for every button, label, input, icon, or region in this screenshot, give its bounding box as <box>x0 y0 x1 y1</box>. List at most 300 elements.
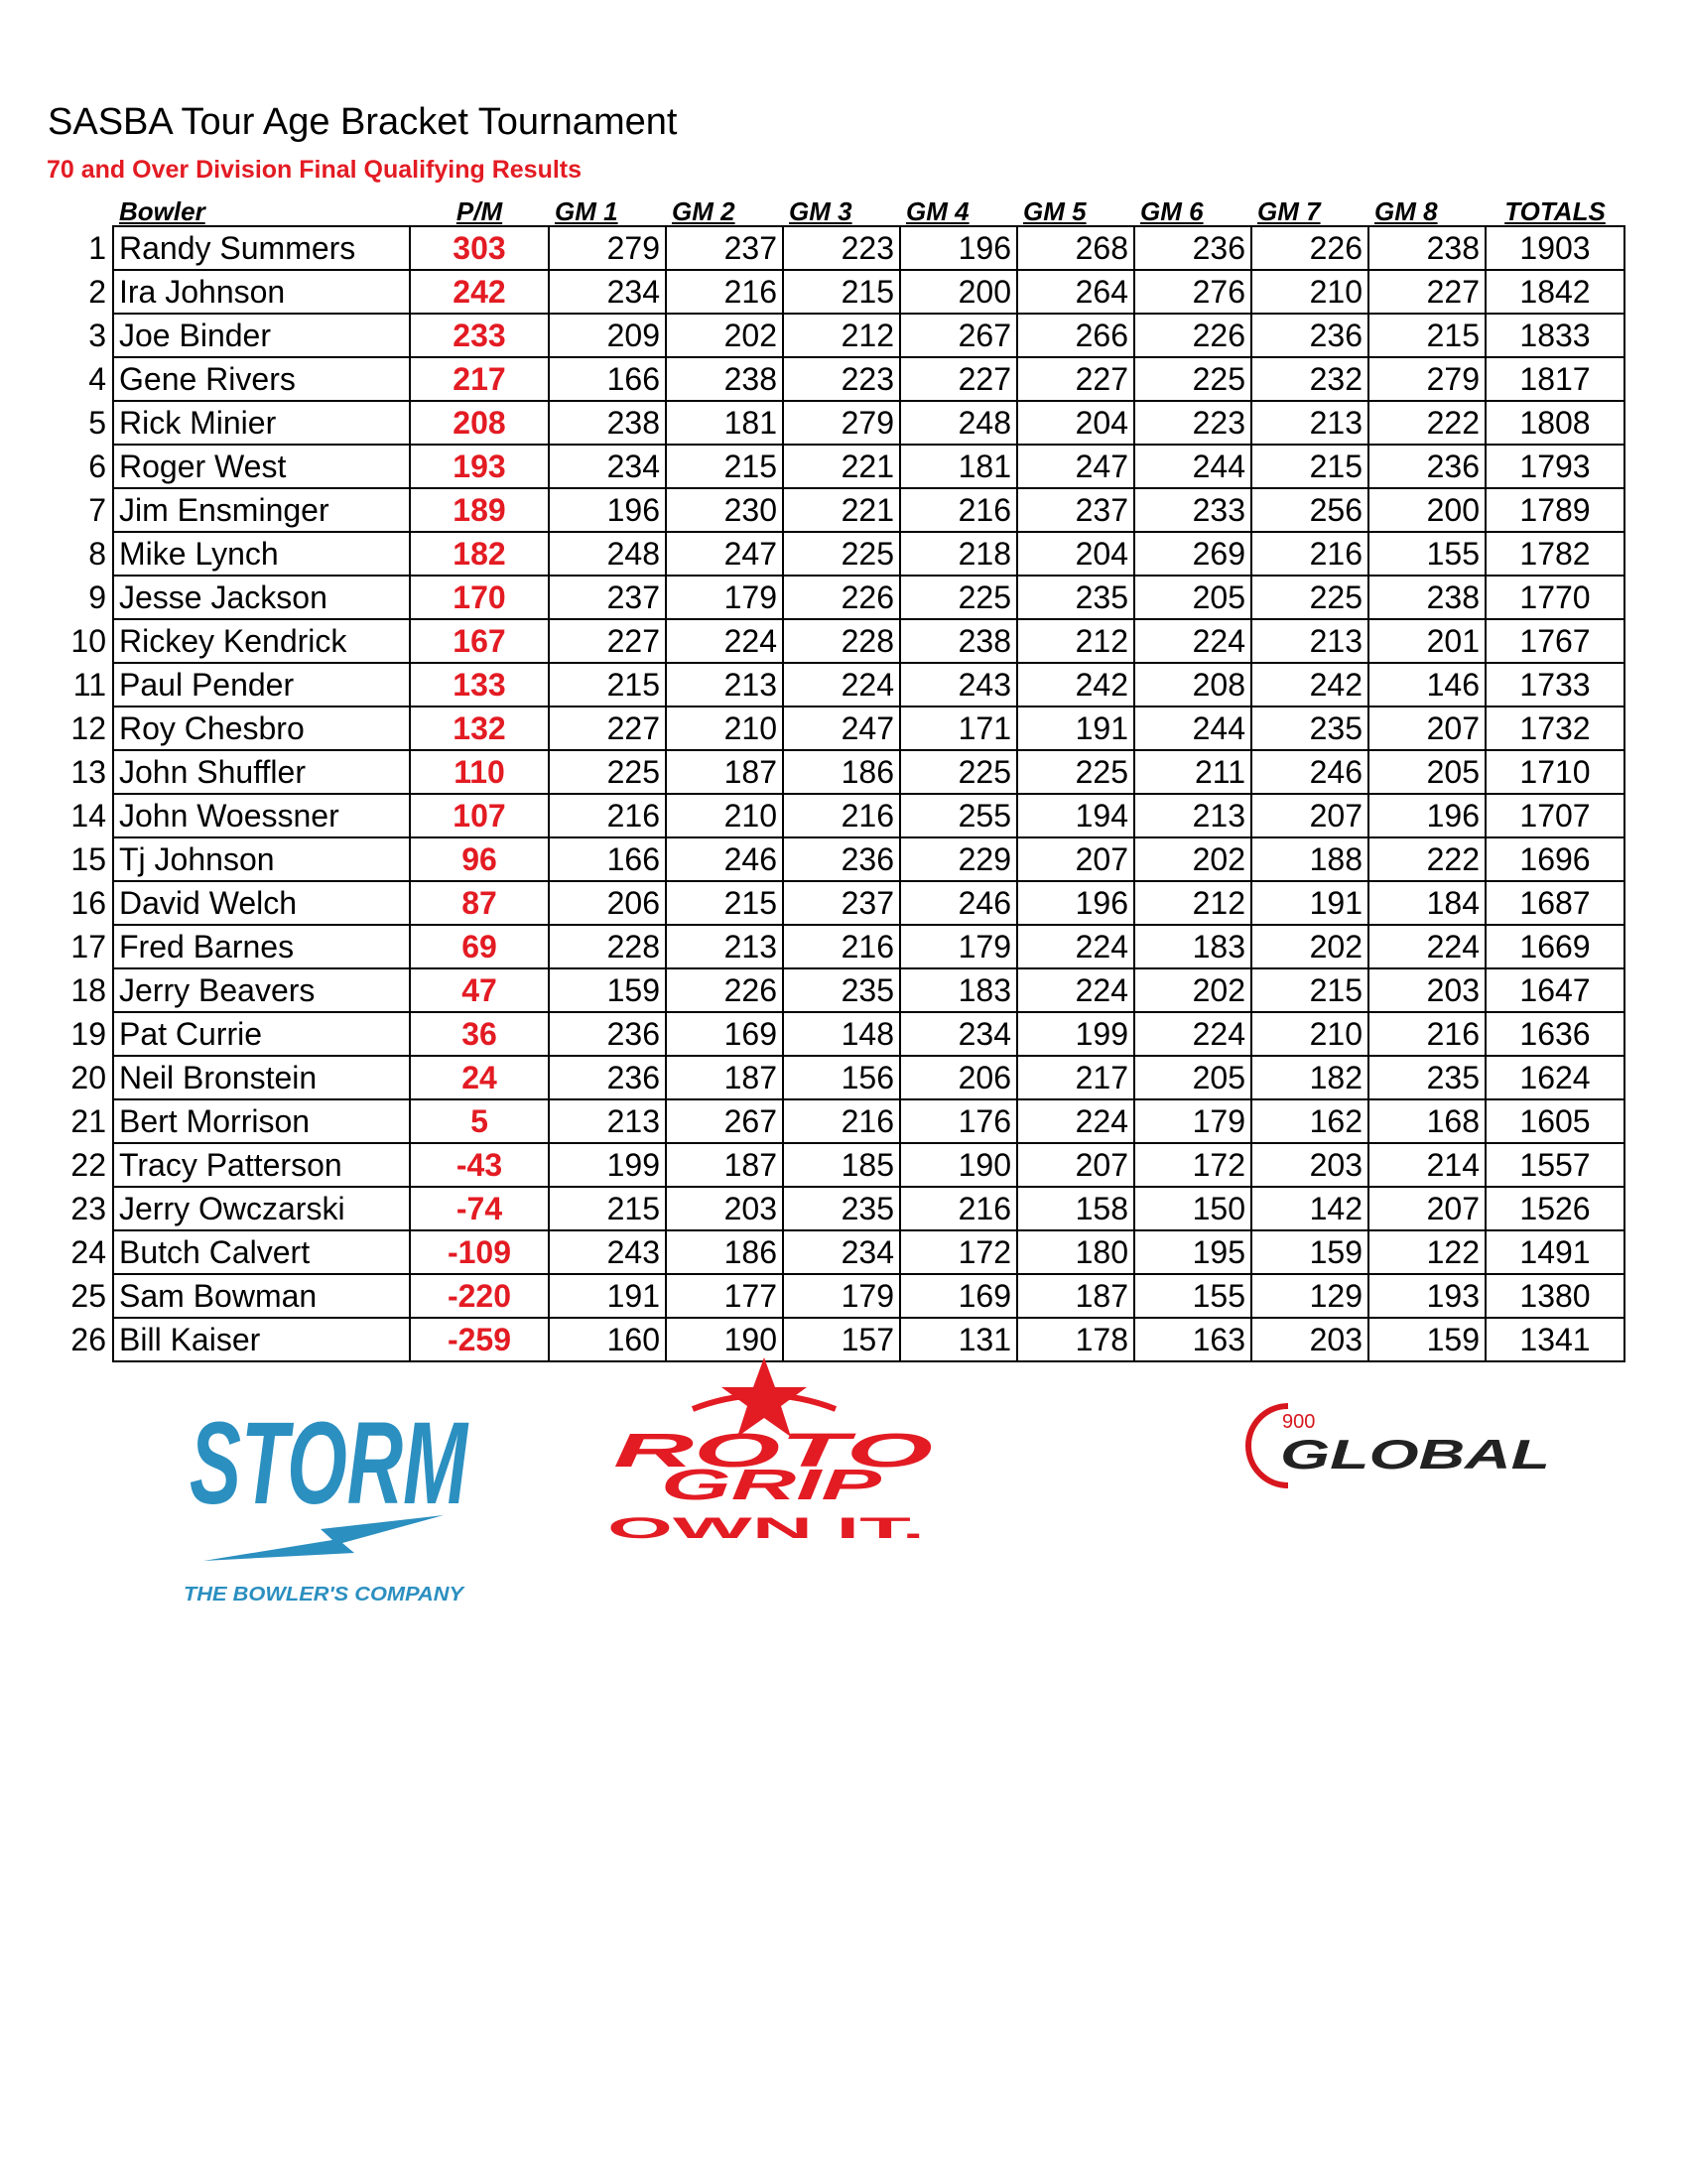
game-4-cell: 176 <box>900 1099 1017 1143</box>
bowler-name-cell: Roger West <box>113 445 410 488</box>
table-row <box>60 1099 1624 1143</box>
rank-cell: 9 <box>88 579 106 615</box>
game-7-cell: 213 <box>1251 401 1368 445</box>
game-5-cell: 224 <box>1017 1099 1134 1143</box>
game-4-cell: 218 <box>900 532 1017 576</box>
bowler-name-cell: David Welch <box>113 881 410 925</box>
game-6-cell: 155 <box>1134 1274 1251 1318</box>
game-8-cell: 236 <box>1368 445 1486 488</box>
bowler-name-cell: Tracy Patterson <box>113 1143 410 1187</box>
game-3-cell: 247 <box>783 707 900 750</box>
game-5-cell: 158 <box>1017 1187 1134 1230</box>
rank-cell: 17 <box>70 929 106 964</box>
bowler-name-cell: Bert Morrison <box>113 1099 410 1143</box>
bowler-name-cell: Jerry Beavers <box>113 968 410 1012</box>
game-6-cell: 276 <box>1134 270 1251 314</box>
table-row <box>60 488 1624 532</box>
table-row <box>60 881 1624 925</box>
game-8-cell: 201 <box>1368 619 1486 663</box>
game-8-cell: 159 <box>1368 1318 1486 1361</box>
table-row <box>60 794 1624 837</box>
pm-cell: 133 <box>410 663 549 707</box>
rank-cell: 14 <box>70 798 106 834</box>
game-7-cell: 235 <box>1251 707 1368 750</box>
header-gm8: GM 8 <box>1374 196 1438 226</box>
table-row <box>60 1187 1624 1230</box>
game-4-cell: 225 <box>900 576 1017 619</box>
storm-logo-name: STORM <box>190 1398 469 1529</box>
game-3-cell: 221 <box>783 445 900 488</box>
total-cell: 1624 <box>1486 1056 1624 1099</box>
game-8-cell: 238 <box>1368 226 1486 270</box>
header-gm2: GM 2 <box>672 196 735 226</box>
bowler-name-cell: Sam Bowman <box>113 1274 410 1318</box>
game-5-cell: 196 <box>1017 881 1134 925</box>
game-2-cell: 213 <box>666 663 783 707</box>
total-cell: 1636 <box>1486 1012 1624 1056</box>
game-1-cell: 199 <box>549 1143 666 1187</box>
bowler-name-cell: Mike Lynch <box>113 532 410 576</box>
game-1-cell: 279 <box>549 226 666 270</box>
table-row <box>60 707 1624 750</box>
game-8-cell: 216 <box>1368 1012 1486 1056</box>
pm-cell: 24 <box>410 1056 549 1099</box>
game-5-cell: 187 <box>1017 1274 1134 1318</box>
pm-cell: -43 <box>410 1143 549 1187</box>
game-7-cell: 203 <box>1251 1318 1368 1361</box>
bowler-name-cell: John Woessner <box>113 794 410 837</box>
total-cell: 1696 <box>1486 837 1624 881</box>
game-7-cell: 203 <box>1251 1143 1368 1187</box>
table-row <box>60 619 1624 663</box>
game-2-cell: 226 <box>666 968 783 1012</box>
header-gm1: GM 1 <box>555 196 618 226</box>
game-4-cell: 131 <box>900 1318 1017 1361</box>
global-logo <box>1240 1394 1568 1503</box>
game-3-cell: 216 <box>783 1099 900 1143</box>
total-cell: 1710 <box>1486 750 1624 794</box>
game-5-cell: 204 <box>1017 532 1134 576</box>
game-5-cell: 247 <box>1017 445 1134 488</box>
game-1-cell: 228 <box>549 925 666 968</box>
total-cell: 1733 <box>1486 663 1624 707</box>
game-5-cell: 178 <box>1017 1318 1134 1361</box>
game-3-cell: 235 <box>783 968 900 1012</box>
table-row <box>60 925 1624 968</box>
game-4-cell: 243 <box>900 663 1017 707</box>
rank-cell: 20 <box>70 1060 106 1095</box>
storm-logo <box>184 1384 491 1607</box>
pm-cell: 167 <box>410 619 549 663</box>
game-7-cell: 226 <box>1251 226 1368 270</box>
table-row <box>60 663 1624 707</box>
game-6-cell: 244 <box>1134 707 1251 750</box>
rank-cell: 10 <box>70 623 106 659</box>
total-cell: 1526 <box>1486 1187 1624 1230</box>
game-1-cell: 234 <box>549 270 666 314</box>
rank-cell: 7 <box>88 492 106 528</box>
table-row <box>60 226 1624 270</box>
game-1-cell: 248 <box>549 532 666 576</box>
game-2-cell: 224 <box>666 619 783 663</box>
rank-cell: 5 <box>88 405 106 441</box>
global-logo-number: 900 <box>1282 1411 1316 1433</box>
pm-cell: 208 <box>410 401 549 445</box>
rank-cell: 13 <box>70 754 106 790</box>
game-1-cell: 213 <box>549 1099 666 1143</box>
roto-logo-slogan: OWN IT. <box>607 1512 925 1545</box>
rank-cell: 21 <box>70 1103 106 1139</box>
game-2-cell: 237 <box>666 226 783 270</box>
pm-cell: 107 <box>410 794 549 837</box>
total-cell: 1647 <box>1486 968 1624 1012</box>
game-2-cell: 187 <box>666 1143 783 1187</box>
game-8-cell: 203 <box>1368 968 1486 1012</box>
game-1-cell: 216 <box>549 794 666 837</box>
game-6-cell: 213 <box>1134 794 1251 837</box>
game-3-cell: 186 <box>783 750 900 794</box>
game-2-cell: 216 <box>666 270 783 314</box>
game-6-cell: 269 <box>1134 532 1251 576</box>
game-5-cell: 204 <box>1017 401 1134 445</box>
game-5-cell: 180 <box>1017 1230 1134 1274</box>
header-row <box>60 195 1624 226</box>
roto-logo-line2: GRIP <box>661 1461 883 1509</box>
table-row <box>60 1143 1624 1187</box>
game-3-cell: 223 <box>783 357 900 401</box>
game-8-cell: 222 <box>1368 837 1486 881</box>
rank-cell: 25 <box>70 1278 106 1314</box>
pm-cell: 110 <box>410 750 549 794</box>
bowler-name-cell: Rickey Kendrick <box>113 619 410 663</box>
roto-grip-logo <box>595 1349 953 1548</box>
header-rank <box>60 195 113 226</box>
total-cell: 1903 <box>1486 226 1624 270</box>
game-3-cell: 157 <box>783 1318 900 1361</box>
rank-cell: 23 <box>70 1191 106 1226</box>
game-4-cell: 255 <box>900 794 1017 837</box>
rank-cell: 12 <box>70 710 106 746</box>
game-1-cell: 238 <box>549 401 666 445</box>
game-8-cell: 155 <box>1368 532 1486 576</box>
header-pm: P/M <box>455 196 503 226</box>
table-row <box>60 532 1624 576</box>
game-8-cell: 205 <box>1368 750 1486 794</box>
game-5-cell: 224 <box>1017 925 1134 968</box>
game-6-cell: 244 <box>1134 445 1251 488</box>
game-1-cell: 206 <box>549 881 666 925</box>
total-cell: 1770 <box>1486 576 1624 619</box>
game-1-cell: 196 <box>549 488 666 532</box>
header-totals: TOTALS <box>1504 196 1606 226</box>
rank-cell: 26 <box>70 1322 106 1357</box>
total-cell: 1793 <box>1486 445 1624 488</box>
game-7-cell: 207 <box>1251 794 1368 837</box>
game-5-cell: 242 <box>1017 663 1134 707</box>
pm-cell: 189 <box>410 488 549 532</box>
total-cell: 1842 <box>1486 270 1624 314</box>
game-4-cell: 183 <box>900 968 1017 1012</box>
pm-cell: 233 <box>410 314 549 357</box>
game-7-cell: 210 <box>1251 270 1368 314</box>
bowler-name-cell: John Shuffler <box>113 750 410 794</box>
game-8-cell: 279 <box>1368 357 1486 401</box>
game-4-cell: 172 <box>900 1230 1017 1274</box>
bowler-name-cell: Gene Rivers <box>113 357 410 401</box>
pm-cell: 36 <box>410 1012 549 1056</box>
table-row <box>60 401 1624 445</box>
game-8-cell: 184 <box>1368 881 1486 925</box>
game-1-cell: 227 <box>549 707 666 750</box>
table-row <box>60 314 1624 357</box>
game-6-cell: 223 <box>1134 401 1251 445</box>
header-gm4: GM 4 <box>906 196 970 226</box>
bowler-name-cell: Paul Pender <box>113 663 410 707</box>
rank-cell: 24 <box>70 1234 106 1270</box>
storm-logo-tagline: THE BOWLER'S COMPANY <box>184 1584 465 1606</box>
game-7-cell: 246 <box>1251 750 1368 794</box>
game-4-cell: 229 <box>900 837 1017 881</box>
game-2-cell: 177 <box>666 1274 783 1318</box>
game-1-cell: 236 <box>549 1056 666 1099</box>
roto-logo-line1: ROTO <box>613 1425 933 1477</box>
total-cell: 1833 <box>1486 314 1624 357</box>
rank-cell: 1 <box>88 230 106 266</box>
game-1-cell: 237 <box>549 576 666 619</box>
game-2-cell: 230 <box>666 488 783 532</box>
game-5-cell: 264 <box>1017 270 1134 314</box>
game-3-cell: 234 <box>783 1230 900 1274</box>
game-8-cell: 235 <box>1368 1056 1486 1099</box>
total-cell: 1732 <box>1486 707 1624 750</box>
game-7-cell: 225 <box>1251 576 1368 619</box>
game-3-cell: 216 <box>783 925 900 968</box>
game-1-cell: 215 <box>549 1187 666 1230</box>
total-cell: 1491 <box>1486 1230 1624 1274</box>
game-4-cell: 267 <box>900 314 1017 357</box>
game-7-cell: 256 <box>1251 488 1368 532</box>
table-row <box>60 837 1624 881</box>
game-6-cell: 179 <box>1134 1099 1251 1143</box>
game-5-cell: 199 <box>1017 1012 1134 1056</box>
pm-cell: 193 <box>410 445 549 488</box>
game-2-cell: 181 <box>666 401 783 445</box>
game-5-cell: 191 <box>1017 707 1134 750</box>
total-cell: 1605 <box>1486 1099 1624 1143</box>
rank-cell: 18 <box>70 972 106 1008</box>
total-cell: 1380 <box>1486 1274 1624 1318</box>
game-3-cell: 148 <box>783 1012 900 1056</box>
pm-cell: 5 <box>410 1099 549 1143</box>
game-8-cell: 193 <box>1368 1274 1486 1318</box>
game-7-cell: 188 <box>1251 837 1368 881</box>
game-7-cell: 242 <box>1251 663 1368 707</box>
game-7-cell: 213 <box>1251 619 1368 663</box>
game-8-cell: 227 <box>1368 270 1486 314</box>
game-6-cell: 202 <box>1134 837 1251 881</box>
game-8-cell: 168 <box>1368 1099 1486 1143</box>
pm-cell: 87 <box>410 881 549 925</box>
header-gm5: GM 5 <box>1023 196 1087 226</box>
rank-cell: 3 <box>88 318 106 353</box>
game-7-cell: 215 <box>1251 445 1368 488</box>
game-6-cell: 233 <box>1134 488 1251 532</box>
bowler-name-cell: Jesse Jackson <box>113 576 410 619</box>
game-4-cell: 246 <box>900 881 1017 925</box>
game-5-cell: 227 <box>1017 357 1134 401</box>
game-5-cell: 194 <box>1017 794 1134 837</box>
game-3-cell: 236 <box>783 837 900 881</box>
pm-cell: 242 <box>410 270 549 314</box>
game-2-cell: 187 <box>666 750 783 794</box>
game-4-cell: 171 <box>900 707 1017 750</box>
pm-cell: 69 <box>410 925 549 968</box>
game-4-cell: 216 <box>900 1187 1017 1230</box>
game-1-cell: 166 <box>549 837 666 881</box>
rank-cell: 22 <box>70 1147 106 1183</box>
game-3-cell: 279 <box>783 401 900 445</box>
pm-cell: -109 <box>410 1230 549 1274</box>
bowler-name-cell: Neil Bronstein <box>113 1056 410 1099</box>
game-7-cell: 202 <box>1251 925 1368 968</box>
game-2-cell: 267 <box>666 1099 783 1143</box>
game-4-cell: 206 <box>900 1056 1017 1099</box>
game-6-cell: 205 <box>1134 1056 1251 1099</box>
game-2-cell: 210 <box>666 707 783 750</box>
game-1-cell: 166 <box>549 357 666 401</box>
game-8-cell: 200 <box>1368 488 1486 532</box>
bowler-name-cell: Butch Calvert <box>113 1230 410 1274</box>
game-5-cell: 212 <box>1017 619 1134 663</box>
game-3-cell: 224 <box>783 663 900 707</box>
rank-cell: 16 <box>70 885 106 921</box>
results-body <box>60 226 1624 1361</box>
game-7-cell: 232 <box>1251 357 1368 401</box>
page-subtitle: 70 and Over Division Final Qualifying Results <box>47 156 583 184</box>
rank-cell: 11 <box>72 667 106 703</box>
game-3-cell: 235 <box>783 1187 900 1230</box>
game-1-cell: 227 <box>549 619 666 663</box>
game-4-cell: 238 <box>900 619 1017 663</box>
game-8-cell: 214 <box>1368 1143 1486 1187</box>
bowler-name-cell: Pat Currie <box>113 1012 410 1056</box>
game-8-cell: 122 <box>1368 1230 1486 1274</box>
bowler-name-cell: Tj Johnson <box>113 837 410 881</box>
game-6-cell: 224 <box>1134 1012 1251 1056</box>
game-8-cell: 222 <box>1368 401 1486 445</box>
game-3-cell: 179 <box>783 1274 900 1318</box>
game-2-cell: 215 <box>666 881 783 925</box>
global-logo-name: GLOBAL <box>1280 1431 1550 1477</box>
game-3-cell: 216 <box>783 794 900 837</box>
rank-cell: 8 <box>88 536 106 572</box>
pm-cell: 217 <box>410 357 549 401</box>
game-7-cell: 210 <box>1251 1012 1368 1056</box>
header-bowler: Bowler <box>119 196 205 226</box>
game-1-cell: 159 <box>549 968 666 1012</box>
game-7-cell: 191 <box>1251 881 1368 925</box>
game-2-cell: 238 <box>666 357 783 401</box>
pm-cell: -259 <box>410 1318 549 1361</box>
game-5-cell: 217 <box>1017 1056 1134 1099</box>
rank-cell: 4 <box>88 361 106 397</box>
total-cell: 1669 <box>1486 925 1624 968</box>
header-gm3: GM 3 <box>789 196 852 226</box>
game-3-cell: 226 <box>783 576 900 619</box>
game-3-cell: 215 <box>783 270 900 314</box>
game-6-cell: 225 <box>1134 357 1251 401</box>
game-6-cell: 208 <box>1134 663 1251 707</box>
game-2-cell: 247 <box>666 532 783 576</box>
bowler-name-cell: Jim Ensminger <box>113 488 410 532</box>
game-1-cell: 236 <box>549 1012 666 1056</box>
game-1-cell: 243 <box>549 1230 666 1274</box>
game-1-cell: 160 <box>549 1318 666 1361</box>
total-cell: 1817 <box>1486 357 1624 401</box>
bowler-name-cell: Roy Chesbro <box>113 707 410 750</box>
game-2-cell: 190 <box>666 1318 783 1361</box>
game-4-cell: 216 <box>900 488 1017 532</box>
game-3-cell: 237 <box>783 881 900 925</box>
game-7-cell: 162 <box>1251 1099 1368 1143</box>
game-5-cell: 268 <box>1017 226 1134 270</box>
game-3-cell: 185 <box>783 1143 900 1187</box>
game-5-cell: 207 <box>1017 837 1134 881</box>
page-title: SASBA Tour Age Bracket Tournament <box>48 101 678 143</box>
pm-cell: 303 <box>410 226 549 270</box>
pm-cell: -220 <box>410 1274 549 1318</box>
bowler-name-cell: Rick Minier <box>113 401 410 445</box>
game-6-cell: 150 <box>1134 1187 1251 1230</box>
game-4-cell: 169 <box>900 1274 1017 1318</box>
game-4-cell: 196 <box>900 226 1017 270</box>
total-cell: 1707 <box>1486 794 1624 837</box>
game-6-cell: 172 <box>1134 1143 1251 1187</box>
game-7-cell: 129 <box>1251 1274 1368 1318</box>
total-cell: 1687 <box>1486 881 1624 925</box>
game-8-cell: 207 <box>1368 1187 1486 1230</box>
game-2-cell: 179 <box>666 576 783 619</box>
game-6-cell: 212 <box>1134 881 1251 925</box>
game-7-cell: 216 <box>1251 532 1368 576</box>
game-2-cell: 215 <box>666 445 783 488</box>
total-cell: 1808 <box>1486 401 1624 445</box>
game-6-cell: 163 <box>1134 1318 1251 1361</box>
header-gm7: GM 7 <box>1257 196 1321 226</box>
game-3-cell: 225 <box>783 532 900 576</box>
table-row <box>60 357 1624 401</box>
table-row <box>60 750 1624 794</box>
game-4-cell: 190 <box>900 1143 1017 1187</box>
bowler-name-cell: Ira Johnson <box>113 270 410 314</box>
game-1-cell: 215 <box>549 663 666 707</box>
game-8-cell: 146 <box>1368 663 1486 707</box>
game-4-cell: 200 <box>900 270 1017 314</box>
pm-cell: 182 <box>410 532 549 576</box>
pm-cell: 132 <box>410 707 549 750</box>
rank-cell: 6 <box>88 449 106 484</box>
game-2-cell: 203 <box>666 1187 783 1230</box>
bowler-name-cell: Jerry Owczarski <box>113 1187 410 1230</box>
game-4-cell: 225 <box>900 750 1017 794</box>
game-7-cell: 182 <box>1251 1056 1368 1099</box>
game-2-cell: 210 <box>666 794 783 837</box>
table-row <box>60 270 1624 314</box>
total-cell: 1341 <box>1486 1318 1624 1361</box>
game-6-cell: 205 <box>1134 576 1251 619</box>
game-3-cell: 223 <box>783 226 900 270</box>
game-5-cell: 237 <box>1017 488 1134 532</box>
